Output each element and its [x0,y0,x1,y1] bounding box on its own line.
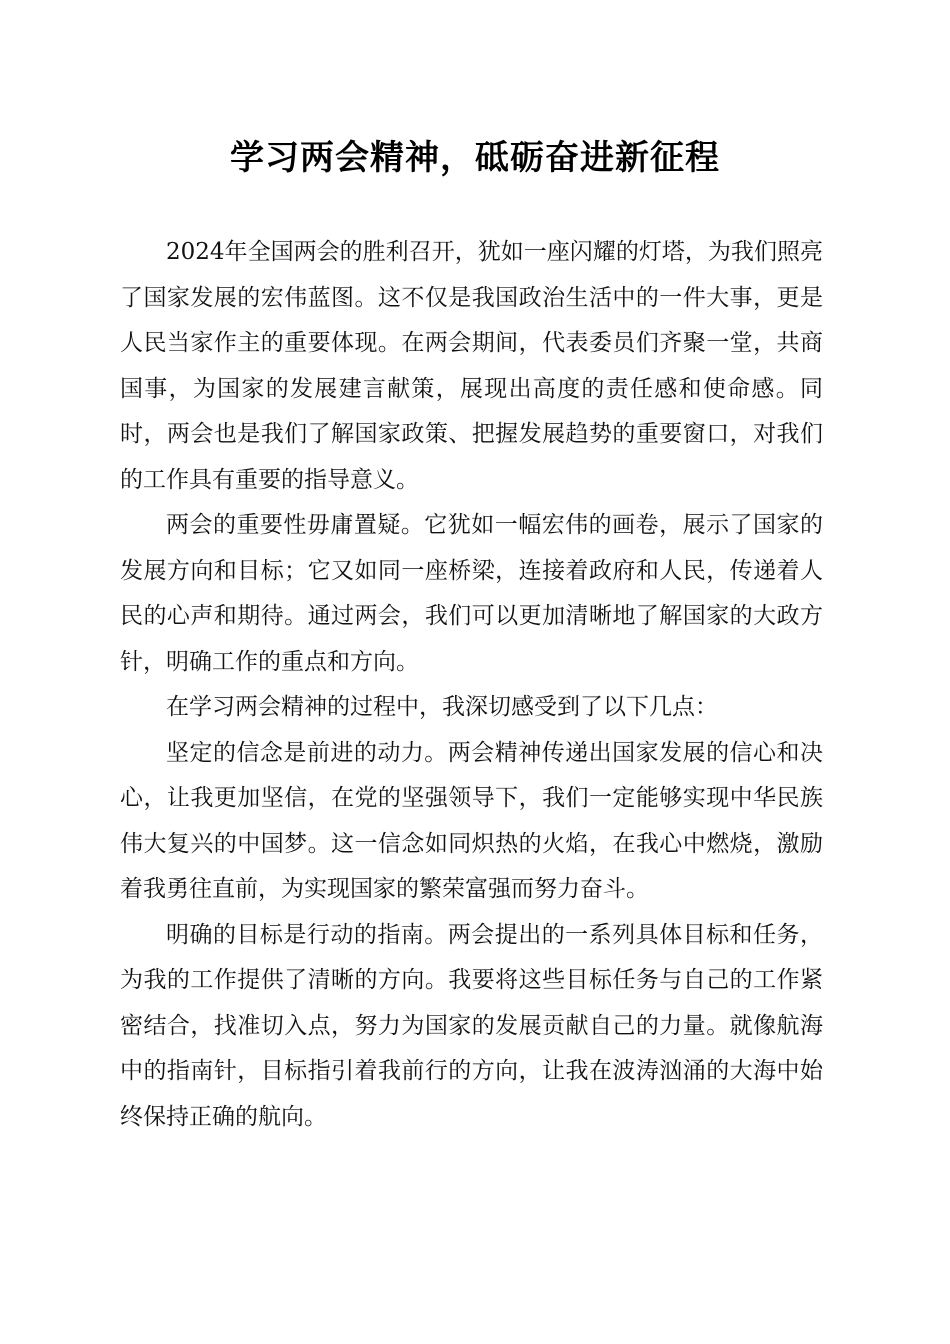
document-body [120,230,823,1140]
paragraph-2: 两会的重要性毋庸置疑。它犹如一幅宏伟的画卷，展示了国家的发展方向和目标；它又如同一座桥梁，连接着政府和人民，传递着人民的心声和期待。通过两会，我们可以更加清晰地了解国家的大政方针，明确工作的重点和方向。 [120,512,823,675]
paragraph-3: 在学习两会精神的过程中，我深切感受到了以下几点： [166,694,718,720]
document-title: 学习两会精神，砥砺奋进新征程 [230,138,720,178]
paragraph-1: 2024年全国两会的胜利召开，犹如一座闪耀的灯塔，为我们照亮了国家发展的宏伟蓝图。这不仅是我国政治生活中的一件大事，更是人民当家作主的重要体现。在两会期间，代表委员们齐聚一堂，共商国事，为国家的发展建言献策，展现出高度的责任感和使命感。同时，两会也是我们了解国家政策、把握发展趋势的重要窗口，对我们的工作具有重要的指导意义。 [120,239,823,493]
paragraph-4: 坚定的信念是前进的动力。两会精神传递出国家发展的信心和决心，让我更加坚信，在党的坚强领导下，我们一定能够实现中华民族伟大复兴的中国梦。这一信念如同炽热的火焰，在我心中燃烧，激励着我勇往直前，为实现国家的繁荣富强而努力奋斗。 [120,739,823,902]
paragraph-5: 明确的目标是行动的指南。两会提出的一系列具体目标和任务，为我的工作提供了清晰的方向。我要将这些目标任务与自己的工作紧密结合，找准切入点，努力为国家的发展贡献自己的力量。就像航海中的指南针，目标指引着我前行的方向，让我在波涛汹涌的大海中始终保持正确的航向。 [120,921,823,1130]
